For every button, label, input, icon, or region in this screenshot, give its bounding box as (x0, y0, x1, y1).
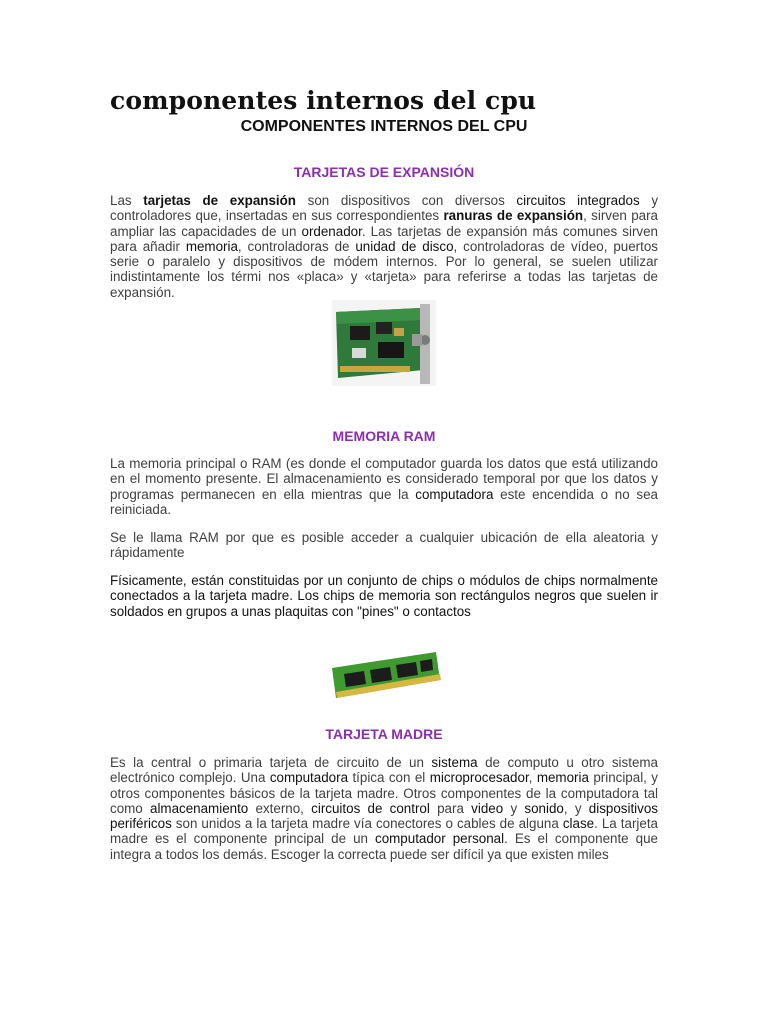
term-microprocesador: microprocesador (429, 770, 529, 786)
paragraph-ram-2: Se le llama RAM por que es posible acceder a cualquier ubicación de ella aleatoria y rápidamente (110, 530, 658, 561)
term-sonido: sonido (524, 800, 564, 816)
sub-title: COMPONENTES INTERNOS DEL CPU (240, 118, 528, 135)
expansion-card-image (332, 300, 436, 386)
ram-module-image (326, 646, 444, 706)
heading-tarjeta-madre: TARJETA MADRE (325, 726, 443, 742)
term-clase: clase (562, 816, 595, 832)
heading-memoria-ram: MEMORIA RAM (332, 428, 436, 444)
term-ranuras-expansion: ranuras de expansión (443, 208, 584, 224)
term-tarjetas-expansion: tarjetas de expansión (143, 193, 296, 208)
paragraph-tarjetas-expansion: Las tarjetas de expansión son dispositivos con diversos circuitos integrados y controladores que, insertadas en sus correspondientes ranuras de expansión, sirven para ampliar las capacidades de un ordenador. Las tarjetas de expansión más comunes sirven para añadir memoria, controladoras de unidad de disco, controladoras de vídeo, puertos serie o paralelo y dispositivos de módem internos. Por lo general, se suelen utilizar indistintamente los térmi nos «placa» y «tarjeta» para referirse a todas las tarjetas de expansión. (110, 193, 659, 300)
term-almacenamiento: almacenamiento (150, 800, 249, 816)
paragraph-ram-3: Físicamente, están constituidas por un conjunto de chips o módulos de chips normalmente conectados a la tarjeta madre. Los chips de memoria son rectángulos negros que suelen ir soldados en grupos a unas plaquitas con "pines" o contactos (110, 573, 658, 619)
term-sistema: sistema (431, 755, 478, 770)
term-computadora: computadora (415, 486, 494, 502)
paragraph-tarjeta-madre: Es la central o primaria tarjeta de circuito de un sistema de computo u otro sistema electrónico complejo. Una computadora típica con el microprocesador, memoria principal, y otros componentes básicos de la tarjeta madre. Otros componentes de la computadora tal como almacenamiento externo, circuitos de control para video y sonido, y dispositivos periféricos son unidos a la tarjeta madre vía conectores o cables de alguna clase. La tarjeta madre es el componente principal de un computador personal. Es el componente que integra a todos los demás. Escoger la correcta puede ser difícil ya que existen miles (110, 755, 659, 862)
term-unidad-disco: unidad de disco (355, 238, 454, 254)
term-computadora: computadora (269, 770, 349, 786)
term-ordenador: ordenador (301, 223, 362, 239)
term-computador-personal: computador personal (375, 831, 505, 847)
main-title: componentes internos del cpu (110, 86, 537, 115)
term-dispositivos-perifericos: dispositivos periféricos (110, 800, 658, 832)
term-circuitos-control: circuitos de control (311, 800, 430, 816)
heading-tarjetas-expansion: TARJETAS DE EXPANSIÓN (293, 164, 475, 180)
term-memoria: memoria (185, 238, 238, 254)
term-circuitos-integrados: circuitos integrados (516, 193, 640, 208)
paragraph-ram-1: La memoria principal o RAM (es donde el computador guarda los datos que está utilizando en el momento presente. El almacenamiento es considerado temporal por que los datos y programas permanecen en ella mientras que la computadora este encendida o no sea reiniciada. (110, 456, 658, 517)
term-memoria: memoria (536, 770, 589, 786)
term-video: video (471, 800, 504, 816)
